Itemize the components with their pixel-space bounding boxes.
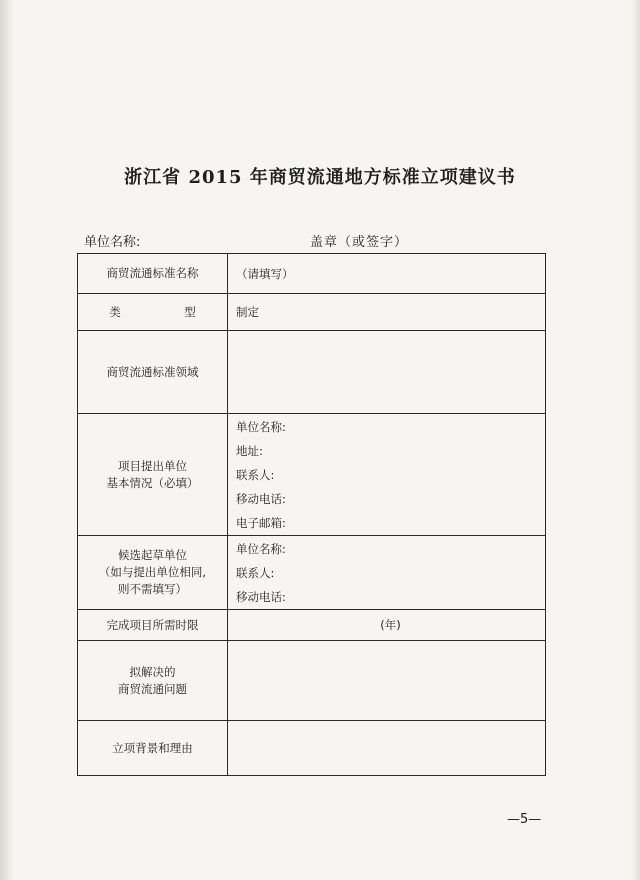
domain-field[interactable] [228,331,546,414]
drafter-mobile-field[interactable]: 移动电话: [236,589,286,604]
row-domain [78,331,546,414]
background-field[interactable] [228,721,546,776]
standard-name-field[interactable]: （请填写） [228,254,546,294]
seal-label: 盖章（或签字） [310,235,409,250]
proposer-fields [228,414,546,536]
drafter-label [78,536,228,610]
problem-label [78,641,228,721]
type-field[interactable]: 制定 [228,294,546,331]
proposer-contact-field[interactable]: 联系人: [236,467,275,482]
problem-label-line2: 商贸流通问题 [118,681,187,696]
drafter-label-line3: 则不需填写） [118,582,187,596]
proposer-label [78,414,228,536]
problem-label-line1: 拟解决的 [129,664,176,679]
deadline-field[interactable]: (年) [228,610,546,641]
type-label-cell [78,294,228,331]
proposer-address-field[interactable]: 地址: [236,443,263,458]
page-number: —5— [507,812,542,827]
deadline-label: 完成项目所需时限 [78,610,228,641]
proposer-unit-field[interactable]: 单位名称: [236,419,286,434]
row-drafter [78,536,546,610]
problem-field[interactable] [228,641,546,721]
row-deadline [78,610,546,641]
drafter-label-line1: 候选起草单位 [118,548,187,562]
proposer-label-line1: 项目提出单位 [118,458,187,473]
row-type [78,294,546,331]
proposer-email-field[interactable]: 电子邮箱: [236,515,286,530]
type-label: 类 型 [109,304,222,319]
proposal-form-table [77,253,546,776]
drafter-contact-field[interactable]: 联系人: [236,565,275,580]
drafter-unit-field[interactable]: 单位名称: [236,541,286,556]
page-left-shadow [0,0,14,880]
drafter-label-line2: （如与提出单位相同, [98,565,207,579]
row-background [78,721,546,776]
standard-name-label: 商贸流通标准名称 [78,254,228,294]
row-proposer [78,414,546,536]
row-standard-name [78,254,546,294]
background-label: 立项背景和理由 [78,721,228,776]
drafter-fields [228,536,546,610]
unit-name-label: 单位名称: [84,235,141,250]
proposer-mobile-field[interactable]: 移动电话: [236,491,286,506]
domain-label: 商贸流通标准领域 [78,331,228,414]
proposer-label-line2: 基本情况（必填） [106,475,199,490]
row-problem [78,641,546,721]
document-title: 浙江省 2015 年商贸流通地方标准立项建议书 [124,167,516,188]
page-right-shadow [630,0,640,880]
